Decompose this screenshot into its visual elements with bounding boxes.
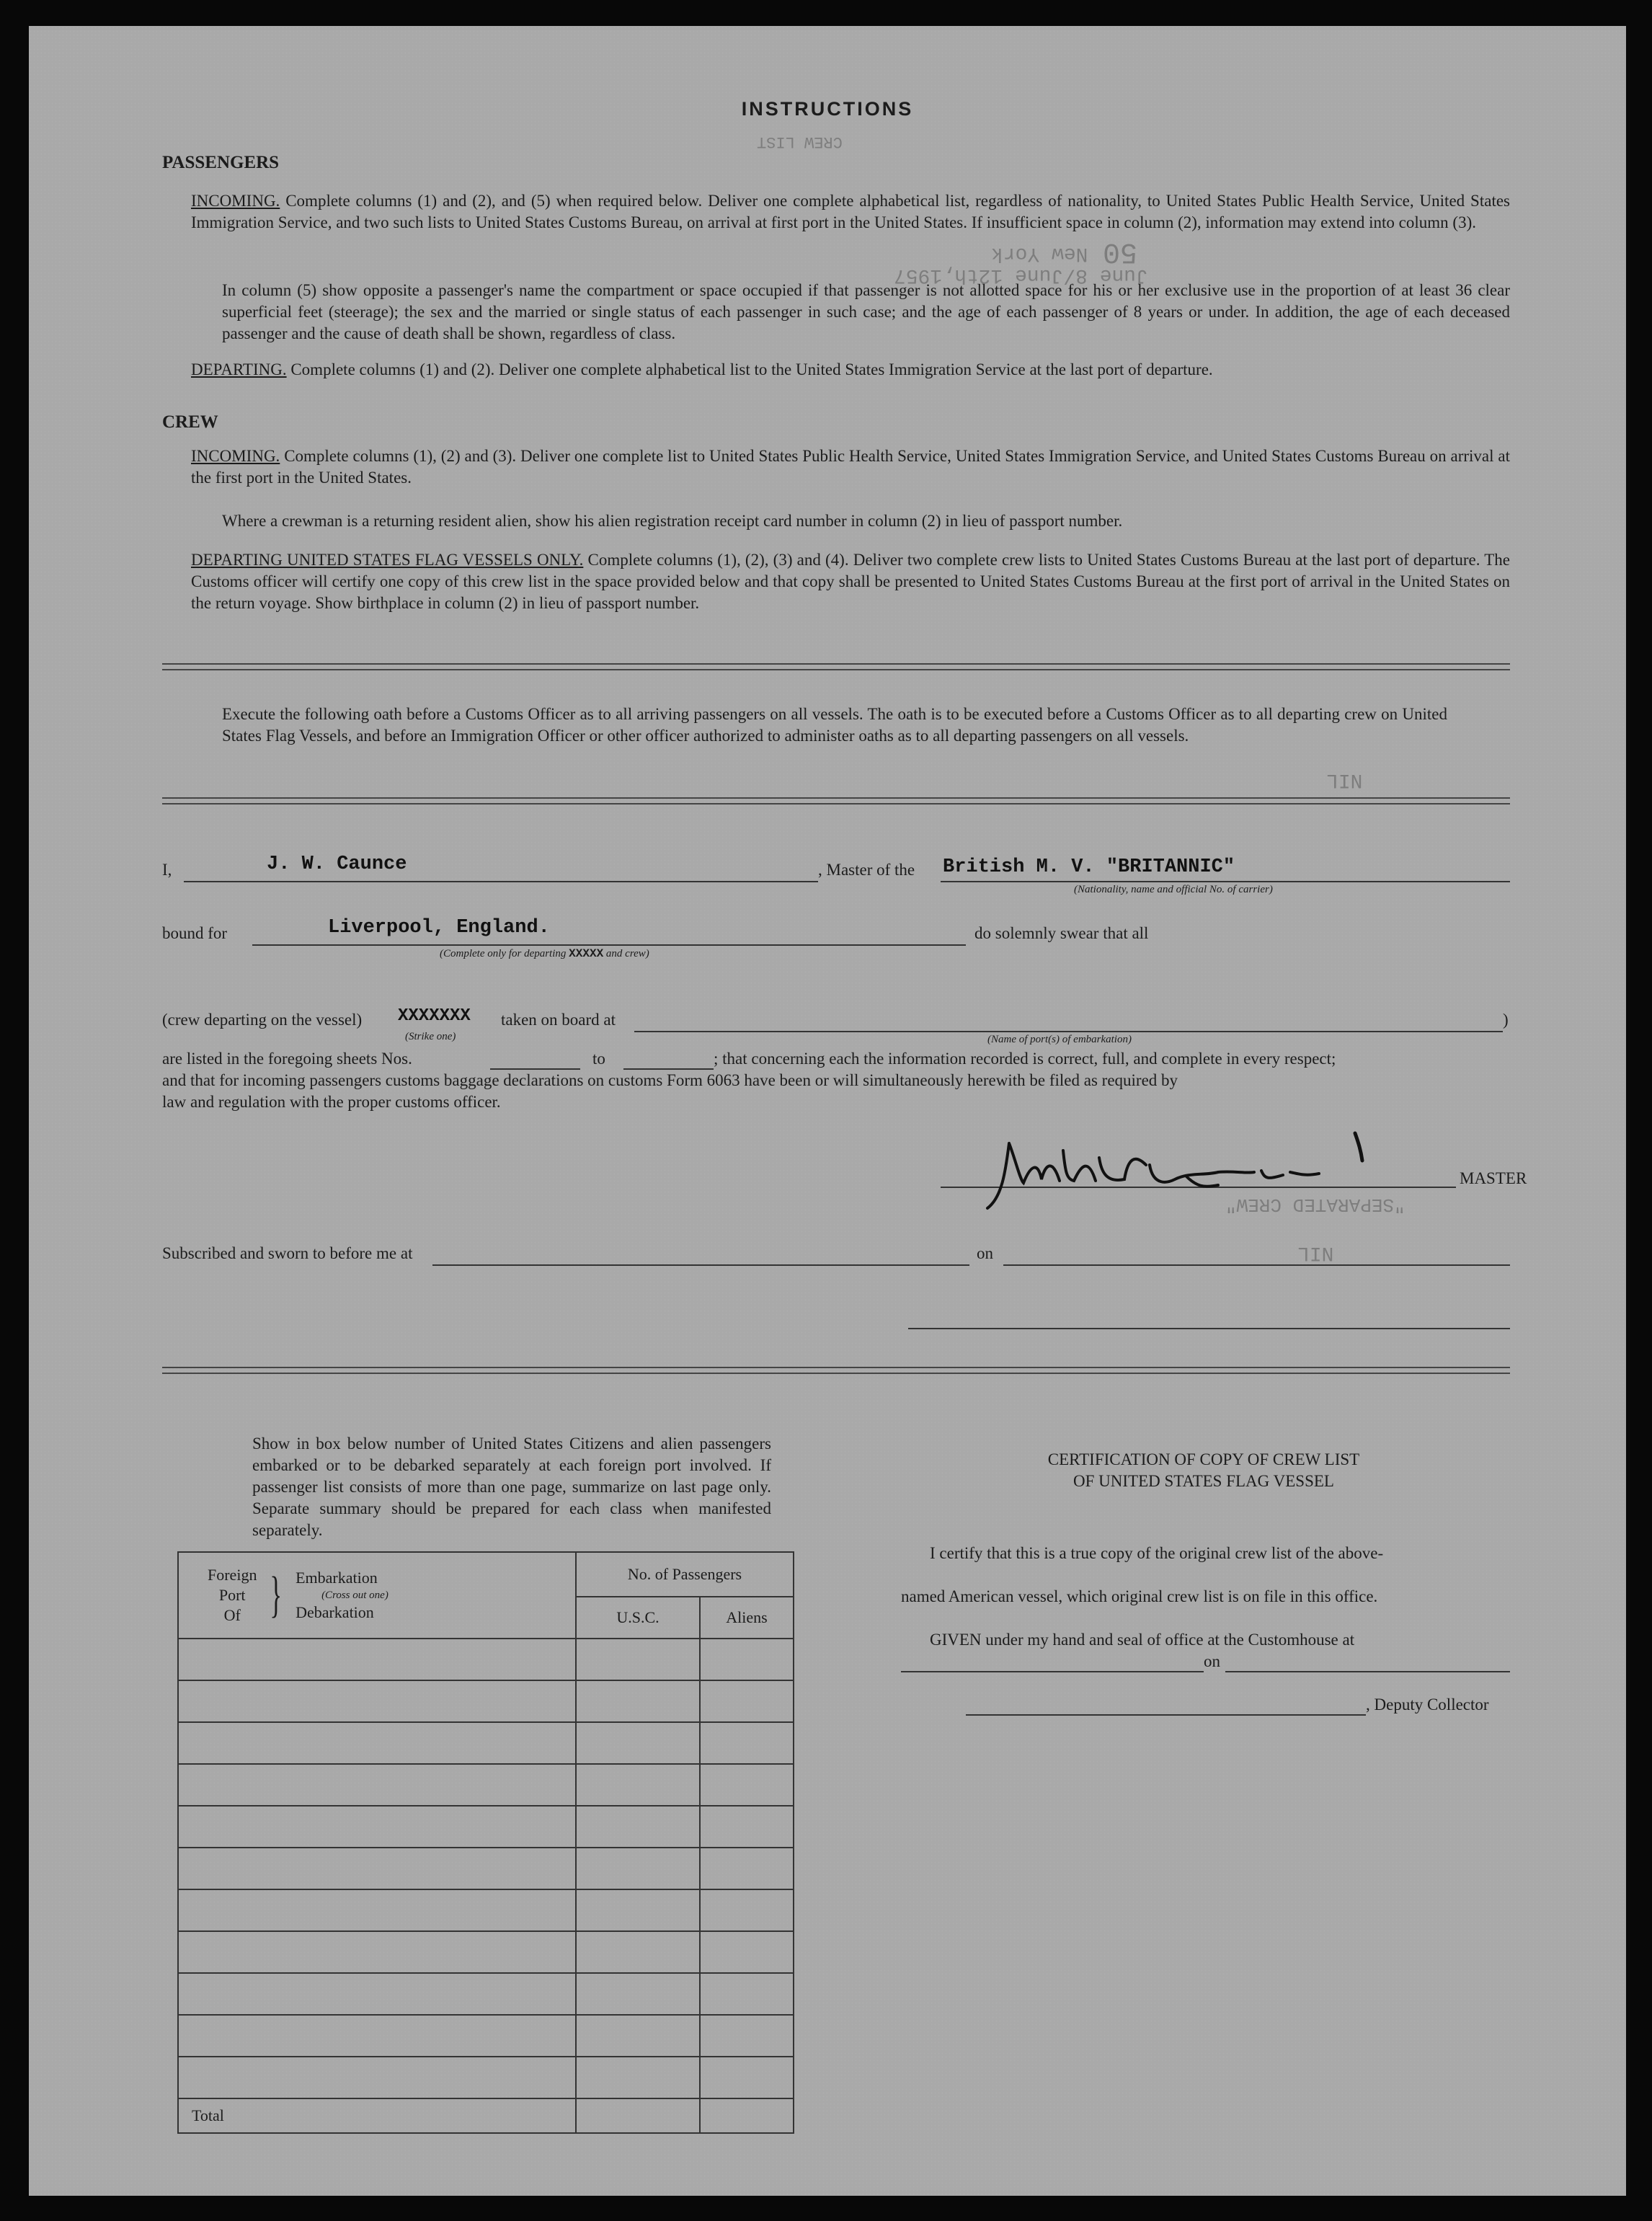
table-cell[interactable]: [178, 1806, 576, 1848]
master-name-line: [184, 881, 818, 882]
certification-text-3: GIVEN under my hand and seal of office at the Customhouse at: [930, 1631, 1355, 1649]
destination-caption: [440, 947, 649, 960]
table-row: [178, 1889, 794, 1931]
table-cell[interactable]: [700, 1889, 794, 1931]
port-header-cell: [178, 1552, 576, 1639]
passengers-departing-paragraph: [191, 359, 1510, 381]
passengers-departing-text: Complete columns (1) and (2). Deliver one complete alphabetical list to the United States Immigration Service at the last port of departure.: [290, 360, 1213, 378]
usc-header: U.S.C.: [576, 1597, 700, 1639]
table-row: [178, 1973, 794, 2015]
section-divider: [162, 1367, 1510, 1374]
table-cell[interactable]: [576, 1764, 700, 1806]
cross-out-caption: (Cross out one): [321, 1590, 388, 1601]
show-through-text: "SEPARATED CREW": [1225, 1194, 1405, 1215]
crew-departing-label: DEPARTING UNITED STATES FLAG VESSELS ONLY.: [191, 551, 584, 569]
sheets-from-line: [490, 1068, 580, 1070]
table-cell[interactable]: [576, 2015, 700, 2057]
crew-departing-text: Complete columns (1), (2), (3) and (4). Deliver two complete crew lists to United States Customs Bureau at the last port of departure. The Customs officer will certify one copy of this crew list in the space provided below and that copy shall be presented to United States Customs Bureau at the first port of arrival in the United States on the return voyage. Show birthplace in column (2) in lieu of passport number.: [191, 551, 1511, 612]
of-label: Of: [223, 1606, 241, 1624]
section-divider: [162, 663, 1510, 670]
oath-i-label: I,: [162, 861, 172, 879]
customhouse-place-line: [901, 1671, 1204, 1672]
show-through-text: NIL: [1326, 768, 1363, 791]
bound-label: bound for: [162, 924, 228, 942]
certification-text-2: named American vessel, which original crew list is on file in this office.: [901, 1587, 1378, 1605]
master-signature: [980, 1129, 1384, 1215]
passenger-summary-table: [177, 1551, 794, 2134]
table-cell[interactable]: [700, 2015, 794, 2057]
table-cell[interactable]: [178, 1722, 576, 1764]
certification-text-1: I certify that this is a true copy of the original crew list of the above-: [930, 1544, 1384, 1562]
master-label: MASTER: [1460, 1169, 1527, 1187]
table-cell[interactable]: [178, 1680, 576, 1722]
passengers-incoming-label: INCOMING.: [191, 192, 280, 210]
table-cell[interactable]: [700, 1639, 794, 1680]
table-cell[interactable]: [178, 1931, 576, 1973]
oath-intro-paragraph: Execute the following oath before a Customs Officer as to all arriving passengers on all vessels. The oath is to be executed before a Customs Officer as to all departing crew on United States Flag Vessels, and before an Immigration Officer or other officer authorized to administer oaths as to all departing passengers on all vessels.: [222, 705, 1447, 745]
table-cell[interactable]: [700, 1931, 794, 1973]
vessel-name: British M. V. "BRITANNIC": [943, 856, 1235, 878]
destination-caption-strike: XXXXX: [569, 947, 604, 960]
document-page: [29, 26, 1626, 2196]
sheets-to-label: to: [592, 1050, 605, 1068]
table-cell[interactable]: [178, 1764, 576, 1806]
crew-alien-paragraph: Where a crewman is a returning resident alien, show his alien registration receipt card number in column (2) in lieu of passport number.: [222, 512, 1123, 530]
total-label: Total: [178, 2098, 576, 2133]
ports-line: [634, 1031, 1503, 1032]
show-through-text: NIL: [1297, 1241, 1334, 1264]
table-cell[interactable]: [576, 1889, 700, 1931]
aliens-header: Aliens: [700, 1597, 794, 1639]
crew-incoming-paragraph: [191, 445, 1510, 489]
destination-line: [252, 944, 966, 946]
subscribed-place-line: [432, 1264, 969, 1266]
master-name: J. W. Caunce: [267, 854, 407, 875]
summary-instructions: Show in box below number of United States Citizens and alien passengers embarked or to be debarked separately at each foreign port involved. If passenger list consists of more than one page, summarize on last page only. Separate summary should be prepared for each class when manifested separately.: [252, 1435, 771, 1539]
table-row: [178, 2015, 794, 2057]
table-cell[interactable]: [576, 1722, 700, 1764]
table-cell[interactable]: [576, 1931, 700, 1973]
table-row: [178, 1806, 794, 1848]
table-cell[interactable]: [178, 1639, 576, 1680]
close-paren: ): [1503, 1011, 1509, 1029]
embarkation-label: Embarkation: [296, 1569, 378, 1587]
sheets-label: are listed in the foregoing sheets Nos.: [162, 1050, 412, 1068]
destination-caption-a: (Complete only for departing: [440, 948, 567, 959]
swear-label: do solemnly swear that all: [974, 924, 1149, 942]
section-divider: [162, 797, 1510, 804]
certification-date-line: [1225, 1671, 1510, 1672]
table-row: [178, 1931, 794, 1973]
taken-label: taken on board at: [501, 1011, 616, 1029]
sheets-statement-3: law and regulation with the proper customs officer.: [162, 1093, 501, 1111]
table-cell[interactable]: [178, 1848, 576, 1889]
table-row: [178, 1680, 794, 1722]
deputy-collector-label: , Deputy Collector: [1366, 1695, 1489, 1714]
table-cell[interactable]: [700, 2057, 794, 2098]
crew-incoming-text: Complete columns (1), (2) and (3). Deliver one complete list to United States Public Health Service, United States Immigration Service, and United States Customs Bureau on arrival at the first port in the United States.: [191, 447, 1511, 487]
subscribed-label: Subscribed and sworn to before me at: [162, 1244, 413, 1262]
deputy-collector-line: [966, 1714, 1366, 1716]
crew-incoming-label: INCOMING.: [191, 447, 280, 465]
show-through-text: 50: [1103, 235, 1138, 267]
table-cell[interactable]: [576, 1848, 700, 1889]
table-row: [178, 1722, 794, 1764]
debarkation-label: Debarkation: [296, 1603, 374, 1621]
table-cell[interactable]: [576, 1639, 700, 1680]
table-cell[interactable]: [700, 1973, 794, 2015]
certification-title: [894, 1449, 1514, 1492]
table-row: [178, 1848, 794, 1889]
show-through-text: June 8/June 12th,1957: [894, 264, 1148, 286]
master-of-label: , Master of the: [818, 861, 915, 879]
passengers-departing-label: DEPARTING.: [191, 360, 287, 378]
port-label: Port: [218, 1586, 246, 1604]
table-cell[interactable]: [178, 1889, 576, 1931]
table-cell[interactable]: [700, 1764, 794, 1806]
total-aliens-cell[interactable]: [700, 2098, 794, 2133]
sheets-statement-2: and that for incoming passengers customs baggage declarations on customs Form 6063 have been or will simultaneously herewith be filed as required by: [162, 1071, 1178, 1089]
table-cell[interactable]: [576, 1973, 700, 2015]
table-cell[interactable]: [178, 1973, 576, 2015]
table-cell[interactable]: [700, 1806, 794, 1848]
destination: Liverpool, England.: [328, 917, 550, 939]
ports-caption: (Name of port(s) of embarkation): [987, 1034, 1132, 1045]
strike-caption: (Strike one): [405, 1031, 456, 1042]
passengers-column5-paragraph: In column (5) show opposite a passenger's name the compartment or space occupied if that passenger is not allotted space for his or her exclusive use in the proportion of at least 36 clear superficial feet (steerage); the sex and the married or single status of each passenger in such case; and the age of each passenger of 8 years or under. In addition, the age of each deceased passenger and the cause of death shall be shown, regardless of class.: [222, 281, 1510, 342]
crew-departing-label: (crew departing on the vessel): [162, 1011, 363, 1029]
total-usc-cell[interactable]: [576, 2098, 700, 2133]
table-row: [178, 2057, 794, 2098]
passengers-incoming-paragraph: [191, 190, 1510, 234]
table-cell[interactable]: [576, 1680, 700, 1722]
vessel-caption: (Nationality, name and official No. of carrier): [1074, 884, 1273, 895]
strike-mark: XXXXXXX: [398, 1006, 471, 1026]
crew-heading: CREW: [162, 412, 218, 432]
vessel-line: [941, 881, 1510, 882]
table-cell[interactable]: [700, 1848, 794, 1889]
subscribed-on-label: on: [977, 1244, 993, 1262]
foreign-label: Foreign: [208, 1566, 257, 1584]
table-cell[interactable]: [576, 2057, 700, 2098]
show-through-text: CREW LIST: [757, 133, 843, 151]
table-cell[interactable]: [700, 1680, 794, 1722]
passengers-incoming-text: Complete columns (1) and (2), and (5) when required below. Deliver one complete alphabetical list, regardless of nationality, to United States Public Health Service, United States Immigration Service, and two such lists to United States Customs Bureau, on arrival at first port in the United States. If insufficient space in column (2), information may extend into column (3).: [191, 192, 1510, 231]
certification-on-label: on: [1204, 1652, 1220, 1670]
brace-icon: }: [270, 1567, 283, 1623]
table-cell[interactable]: [700, 1722, 794, 1764]
no-of-passengers-header: No. of Passengers: [576, 1552, 794, 1597]
total-row: [178, 2098, 794, 2133]
passengers-heading: PASSENGERS: [162, 153, 280, 172]
table-cell[interactable]: [178, 2015, 576, 2057]
crew-departing-paragraph: [191, 549, 1510, 614]
page-title: INSTRUCTIONS: [741, 98, 914, 120]
subscribed-date-line: [1003, 1264, 1510, 1266]
sheets-to-line: [623, 1068, 714, 1070]
certification-title-2: OF UNITED STATES FLAG VESSEL: [1073, 1472, 1334, 1490]
table-row: [178, 1764, 794, 1806]
sheets-statement: ; that concerning each the information recorded is correct, full, and complete in every respect;: [714, 1050, 1336, 1068]
table-cell[interactable]: [576, 1806, 700, 1848]
certification-title-1: CERTIFICATION OF COPY OF CREW LIST: [1047, 1450, 1360, 1468]
table-row: [178, 1639, 794, 1680]
show-through-text: New York: [991, 242, 1088, 265]
destination-caption-b: and crew): [605, 948, 649, 959]
officer-signature-line: [908, 1328, 1510, 1329]
table-cell[interactable]: [178, 2057, 576, 2098]
